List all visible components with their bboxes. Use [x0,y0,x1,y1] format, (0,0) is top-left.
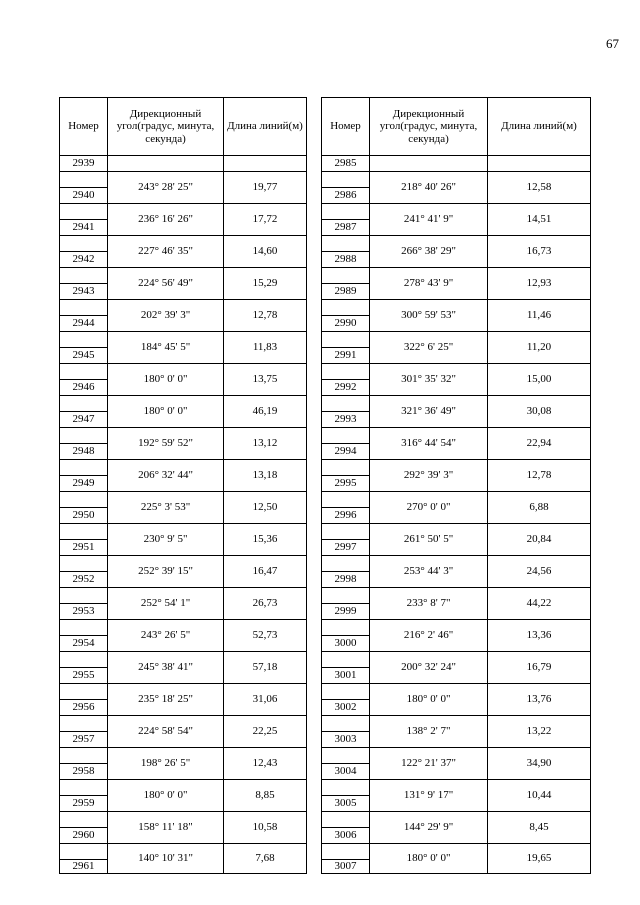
direction-angle-cell: 322° 6' 25" [370,332,488,364]
table-row [60,716,307,732]
line-length-cell: 12,78 [224,300,307,332]
direction-angle-cell: 180° 0' 0" [108,364,224,396]
point-number-cell: 2961 [60,860,108,874]
point-number-cell: 2949 [60,476,108,492]
line-length-cell: 15,36 [224,524,307,556]
line-length-cell: 13,22 [488,716,591,748]
direction-angle-cell: 216° 2' 46" [370,620,488,652]
table-row [322,748,591,764]
point-number-cell: 2996 [322,508,370,524]
direction-angle-cell: 316° 44' 54" [370,428,488,460]
point-number-cell: 2992 [322,380,370,396]
direction-angle-cell: 233° 8' 7" [370,588,488,620]
line-length-cell: 13,12 [224,428,307,460]
table-row [322,204,591,220]
direction-angle-cell: 236° 16' 26" [108,204,224,236]
point-number-spacer [60,652,108,668]
direction-angle-cell: 252° 39' 15" [108,556,224,588]
point-number-cell: 2954 [60,636,108,652]
direction-angle-cell: 252° 54' 1" [108,588,224,620]
point-number-spacer [322,780,370,796]
table-row [322,300,591,316]
point-number-spacer [60,492,108,508]
table-row [322,620,591,636]
page-number: 67 [606,36,619,51]
point-number-spacer [322,716,370,732]
point-number-cell: 3001 [322,668,370,684]
table-row [60,332,307,348]
table-row [322,428,591,444]
line-length-cell: 22,25 [224,716,307,748]
point-number-spacer [322,620,370,636]
line-length-cell: 14,51 [488,204,591,236]
line-length-cell: 12,78 [488,460,591,492]
table-row [322,172,591,188]
line-length-cell: 14,60 [224,236,307,268]
line-length-cell: 16,79 [488,652,591,684]
direction-angle-cell: 184° 45' 5" [108,332,224,364]
direction-angle-cell: 227° 46' 35" [108,236,224,268]
point-number-cell: 2955 [60,668,108,684]
point-number-cell: 3005 [322,796,370,812]
table-row [60,460,307,476]
table-row [322,588,591,604]
line-length-cell: 10,44 [488,780,591,812]
point-number-cell: 3007 [322,860,370,874]
table-row [60,844,307,860]
table-row [60,524,307,540]
line-length-cell: 7,68 [224,844,307,874]
line-length-cell: 44,22 [488,588,591,620]
point-number-spacer [322,844,370,860]
table-row [322,652,591,668]
line-length-cell: 22,94 [488,428,591,460]
point-number-cell: 2957 [60,732,108,748]
point-number-cell: 3003 [322,732,370,748]
direction-angle-cell: 198° 26' 5" [108,748,224,780]
table-row [60,204,307,220]
column-header-number: Номер [322,98,370,156]
point-number-cell: 2997 [322,540,370,556]
point-number-spacer [60,748,108,764]
direction-angle-cell: 200° 32' 24" [370,652,488,684]
point-number-cell: 2941 [60,220,108,236]
column-header-length: Длина линий(м) [224,98,307,156]
table-row [322,156,591,172]
table-row [60,748,307,764]
direction-angle-cell: 144° 29' 9" [370,812,488,844]
table-row [322,524,591,540]
point-number-cell: 2960 [60,828,108,844]
point-number-spacer [60,684,108,700]
point-number-spacer [322,300,370,316]
point-number-spacer [60,300,108,316]
point-number-cell: 2958 [60,764,108,780]
point-number-spacer [60,268,108,284]
point-number-cell: 2989 [322,284,370,300]
point-number-spacer [60,620,108,636]
point-number-cell: 2950 [60,508,108,524]
point-number-spacer [322,812,370,828]
line-length-cell: 16,47 [224,556,307,588]
point-number-spacer [60,588,108,604]
table-row [322,844,591,860]
direction-angle-cell: 261° 50' 5" [370,524,488,556]
line-length-cell: 6,88 [488,492,591,524]
table-row [322,332,591,348]
point-number-spacer [322,460,370,476]
direction-angle-cell: 224° 58' 54" [108,716,224,748]
coordinates-table-left [59,97,307,874]
point-number-spacer [60,396,108,412]
point-number-cell: 2991 [322,348,370,364]
point-number-spacer [60,460,108,476]
table-row [60,620,307,636]
point-number-spacer [60,172,108,188]
line-length-cell: 19,77 [224,172,307,204]
point-number-spacer [60,844,108,860]
point-number-spacer [322,172,370,188]
line-length-cell: 20,84 [488,524,591,556]
column-header-angle: Дирекционный угол(градус, минута, секунда) [108,98,224,156]
line-length-cell: 8,45 [488,812,591,844]
point-number-spacer [60,812,108,828]
direction-angle-cell: 243° 26' 5" [108,620,224,652]
angle-cell-empty [370,156,488,172]
point-number-cell: 2995 [322,476,370,492]
line-length-cell: 17,72 [224,204,307,236]
point-number-spacer [322,236,370,252]
direction-angle-cell: 230° 9' 5" [108,524,224,556]
point-number-cell: 2986 [322,188,370,204]
point-number-cell: 3000 [322,636,370,652]
table-row [60,684,307,700]
point-number-cell: 3004 [322,764,370,780]
table-row [60,652,307,668]
line-length-cell: 34,90 [488,748,591,780]
direction-angle-cell: 218° 40' 26" [370,172,488,204]
direction-angle-cell: 278° 43' 9" [370,268,488,300]
table-row [60,364,307,380]
point-number-cell: 2987 [322,220,370,236]
line-length-cell: 11,46 [488,300,591,332]
point-number-spacer [60,780,108,796]
table-row [60,156,307,172]
point-number-spacer [322,428,370,444]
column-header-angle: Дирекционный угол(градус, минута, секунда) [370,98,488,156]
point-number-spacer [322,556,370,572]
length-cell-empty [224,156,307,172]
table-row [322,396,591,412]
line-length-cell: 8,85 [224,780,307,812]
table-row [60,300,307,316]
line-length-cell: 12,50 [224,492,307,524]
direction-angle-cell: 202° 39' 3" [108,300,224,332]
point-number-cell: 2985 [322,156,370,172]
point-number-cell: 2947 [60,412,108,428]
line-length-cell: 46,19 [224,396,307,428]
direction-angle-cell: 321° 36' 49" [370,396,488,428]
line-length-cell: 52,73 [224,620,307,652]
point-number-cell: 2944 [60,316,108,332]
direction-angle-cell: 292° 39' 3" [370,460,488,492]
line-length-cell: 13,36 [488,620,591,652]
line-length-cell: 19,65 [488,844,591,874]
direction-angle-cell: 180° 0' 0" [370,684,488,716]
line-length-cell: 11,83 [224,332,307,364]
point-number-spacer [322,524,370,540]
point-number-spacer [322,396,370,412]
line-length-cell: 11,20 [488,332,591,364]
line-length-cell: 31,06 [224,684,307,716]
direction-angle-cell: 301° 35' 32" [370,364,488,396]
point-number-cell: 2956 [60,700,108,716]
direction-angle-cell: 225° 3' 53" [108,492,224,524]
point-number-cell: 3006 [322,828,370,844]
point-number-spacer [322,268,370,284]
point-number-spacer [60,332,108,348]
point-number-cell: 2994 [322,444,370,460]
table-row [322,236,591,252]
point-number-spacer [60,364,108,380]
point-number-cell: 2951 [60,540,108,556]
direction-angle-cell: 235° 18' 25" [108,684,224,716]
direction-angle-cell: 122° 21' 37" [370,748,488,780]
table-row [322,812,591,828]
line-length-cell: 30,08 [488,396,591,428]
table-row [60,236,307,252]
direction-angle-cell: 241° 41' 9" [370,204,488,236]
line-length-cell: 12,58 [488,172,591,204]
table-row [60,428,307,444]
point-number-spacer [60,236,108,252]
direction-angle-cell: 138° 2' 7" [370,716,488,748]
direction-angle-cell: 192° 59' 52" [108,428,224,460]
direction-angle-cell: 140° 10' 31" [108,844,224,874]
table-row [322,556,591,572]
direction-angle-cell: 180° 0' 0" [108,780,224,812]
table-row [322,684,591,700]
table-row [60,268,307,284]
point-number-cell: 2943 [60,284,108,300]
line-length-cell: 13,75 [224,364,307,396]
direction-angle-cell: 243° 28' 25" [108,172,224,204]
point-number-cell: 2945 [60,348,108,364]
direction-angle-cell: 206° 32' 44" [108,460,224,492]
table-header-row [322,98,591,156]
angle-cell-empty [108,156,224,172]
point-number-cell: 2953 [60,604,108,620]
table-row [60,172,307,188]
column-header-number: Номер [60,98,108,156]
table-row [60,396,307,412]
direction-angle-cell: 270° 0' 0" [370,492,488,524]
direction-angle-cell: 253° 44' 3" [370,556,488,588]
point-number-cell: 2942 [60,252,108,268]
line-length-cell: 12,43 [224,748,307,780]
table-row [322,460,591,476]
direction-angle-cell: 245° 38' 41" [108,652,224,684]
point-number-cell: 2999 [322,604,370,620]
coordinates-table-right [321,97,591,874]
point-number-cell: 2946 [60,380,108,396]
point-number-spacer [60,716,108,732]
table-header-row [60,98,307,156]
point-number-cell: 3002 [322,700,370,716]
point-number-spacer [322,748,370,764]
direction-angle-cell: 131° 9' 17" [370,780,488,812]
point-number-cell: 2993 [322,412,370,428]
direction-angle-cell: 158° 11' 18" [108,812,224,844]
table-row [60,492,307,508]
column-header-length: Длина линий(м) [488,98,591,156]
point-number-cell: 2998 [322,572,370,588]
point-number-spacer [322,332,370,348]
table-row [60,588,307,604]
point-number-spacer [60,556,108,572]
table-row [60,780,307,796]
point-number-spacer [322,364,370,380]
line-length-cell: 57,18 [224,652,307,684]
direction-angle-cell: 224° 56' 49" [108,268,224,300]
direction-angle-cell: 266° 38' 29" [370,236,488,268]
point-number-spacer [322,588,370,604]
line-length-cell: 15,00 [488,364,591,396]
length-cell-empty [488,156,591,172]
point-number-spacer [60,204,108,220]
line-length-cell: 15,29 [224,268,307,300]
point-number-cell: 2952 [60,572,108,588]
line-length-cell: 24,56 [488,556,591,588]
point-number-cell: 2990 [322,316,370,332]
point-number-cell: 2939 [60,156,108,172]
table-row [322,268,591,284]
line-length-cell: 13,18 [224,460,307,492]
line-length-cell: 26,73 [224,588,307,620]
table-row [60,812,307,828]
point-number-spacer [60,524,108,540]
point-number-spacer [322,652,370,668]
point-number-cell: 2959 [60,796,108,812]
line-length-cell: 13,76 [488,684,591,716]
line-length-cell: 12,93 [488,268,591,300]
line-length-cell: 16,73 [488,236,591,268]
point-number-cell: 2988 [322,252,370,268]
table-row [322,780,591,796]
table-row [322,492,591,508]
table-row [60,556,307,572]
point-number-spacer [322,204,370,220]
point-number-spacer [60,428,108,444]
direction-angle-cell: 180° 0' 0" [108,396,224,428]
line-length-cell: 10,58 [224,812,307,844]
table-row [322,364,591,380]
point-number-spacer [322,492,370,508]
direction-angle-cell: 300° 59' 53" [370,300,488,332]
point-number-spacer [322,684,370,700]
point-number-cell: 2948 [60,444,108,460]
table-row [322,716,591,732]
point-number-cell: 2940 [60,188,108,204]
direction-angle-cell: 180° 0' 0" [370,844,488,874]
